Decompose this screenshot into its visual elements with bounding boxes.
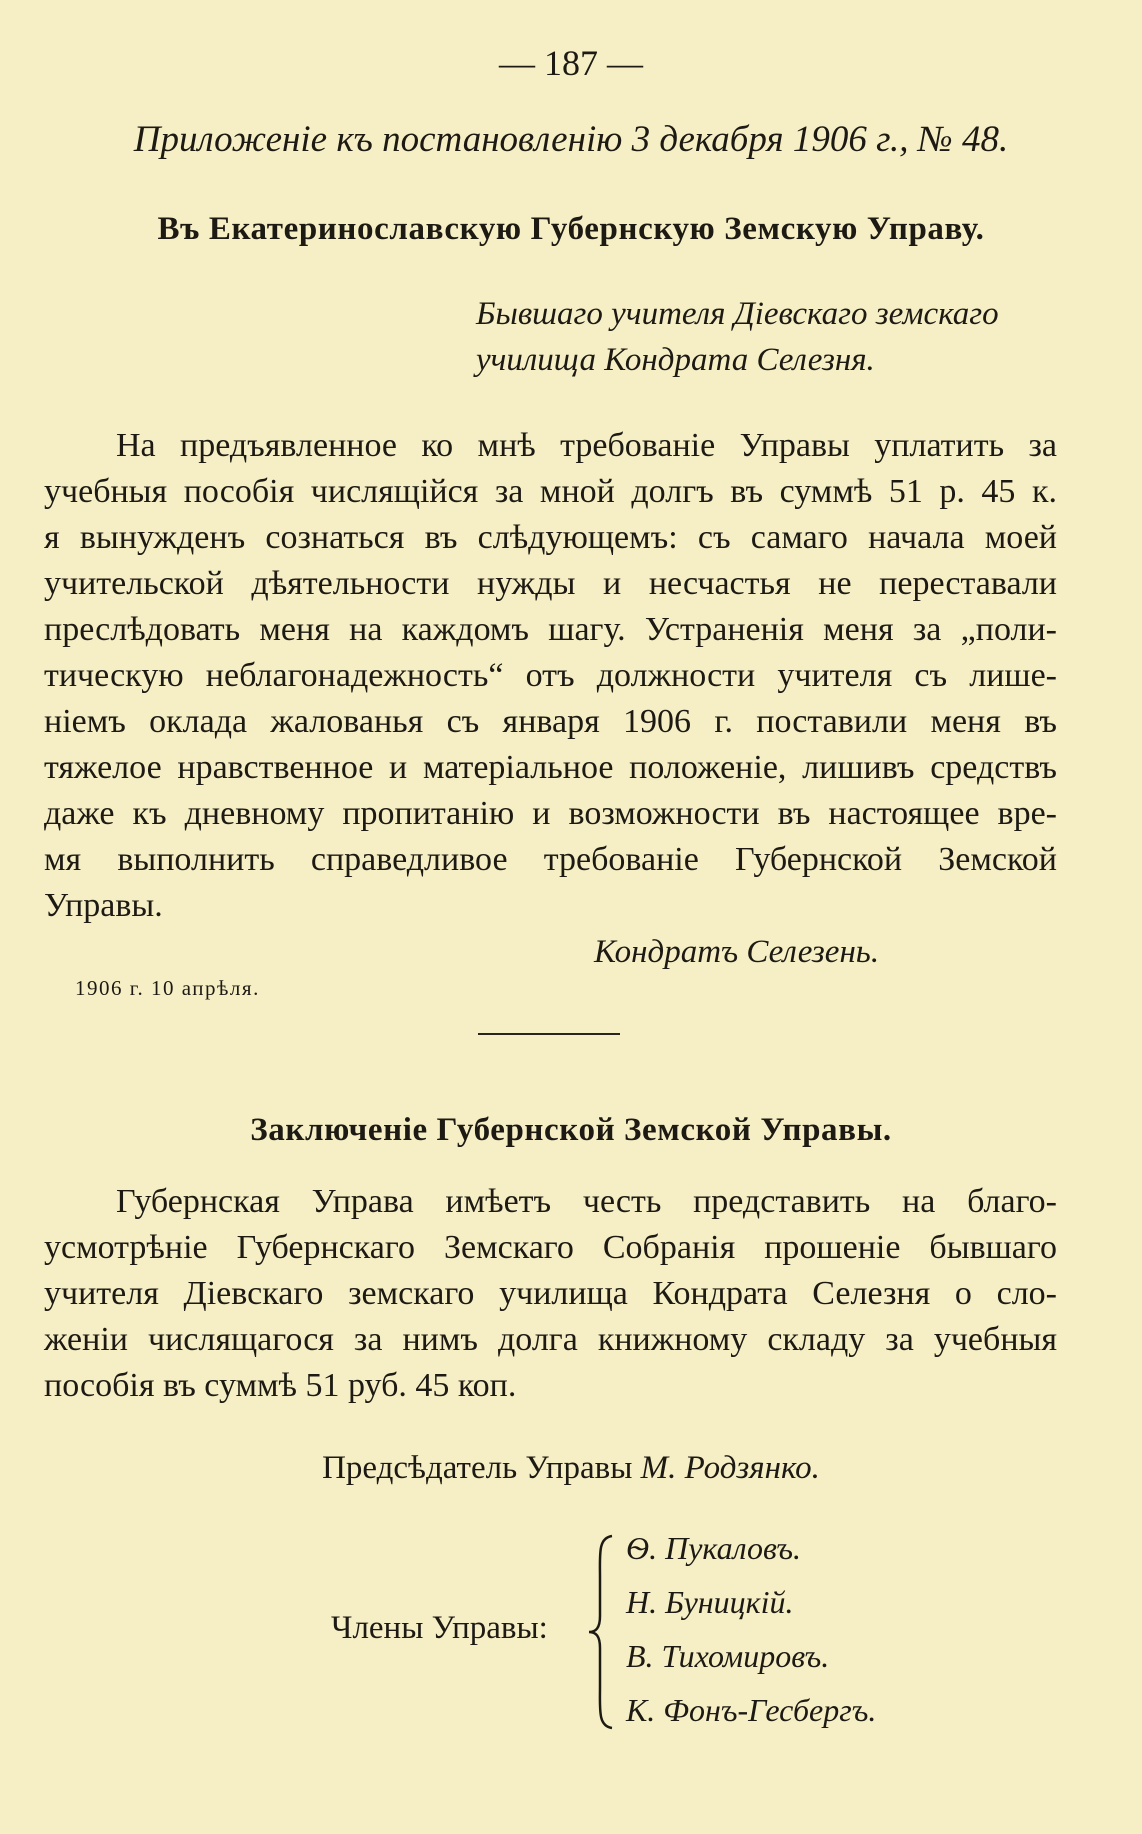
petition-from-line-2: училища Кондрата Селезня.: [476, 342, 875, 378]
petition-line: Управы.: [44, 887, 163, 924]
conclusion-line: Губернская Управа имѣетъ честь представить на благо-: [116, 1183, 1057, 1220]
curly-brace-icon: [586, 1532, 620, 1732]
petition-date: 1906 г. 10 апрѣля.: [75, 976, 260, 1000]
page-number: — 187 —: [499, 43, 643, 83]
conclusion-line: женіи числящагося за нимъ долга книжному складу за учебныя: [44, 1321, 1057, 1358]
petition-line: преслѣдовать меня на каждомъ шагу. Устраненія меня за „поли-: [44, 611, 1057, 648]
petition-line: я вынужденъ сознаться въ слѣдующемъ: съ самаго начала моей: [44, 519, 1057, 556]
chairman-line: [0, 1450, 1142, 1487]
petition-line: даже къ дневному пропитанію и возможности въ настоящее вре-: [44, 795, 1057, 832]
section-divider: [478, 1033, 620, 1035]
member-name: К. Фонъ-Гесбергъ.: [626, 1692, 877, 1728]
conclusion-line: учителя Діевскаго земскаго училища Кондрата Селезня о сло-: [44, 1275, 1057, 1312]
petition-line: мя выполнить справедливое требованіе Губернской Земской: [44, 841, 1057, 878]
chairman-name: М. Родзянко.: [640, 1450, 820, 1486]
appendix-title: Приложеніе къ постановленію 3 декабря 1906 г., № 48.: [133, 119, 1009, 160]
petition-line: ніемъ оклада жалованья съ января 1906 г. поставили меня въ: [44, 703, 1057, 740]
petition-signature: Кондратъ Селезень.: [594, 934, 880, 970]
petition-addressee: Въ Екатеринославскую Губернскую Земскую Управу.: [157, 211, 985, 247]
member-name: В. Тихомировъ.: [626, 1638, 830, 1674]
member-name: Н. Буницкій.: [626, 1584, 794, 1620]
petition-from-line-1: Бывшаго учителя Діевскаго земскаго: [476, 296, 999, 332]
petition-line: учительской дѣятельности нужды и несчастья не переставали: [44, 565, 1057, 602]
chairman-label: Предсѣдатель Управы: [322, 1450, 633, 1486]
member-name: Ѳ. Пукаловъ.: [626, 1530, 802, 1566]
petition-line: На предъявленное ко мнѣ требованіе Управы уплатить за: [116, 427, 1057, 464]
members-label: Члены Управы:: [331, 1610, 548, 1646]
conclusion-heading: Заключеніе Губернской Земской Управы.: [250, 1112, 892, 1148]
conclusion-line: усмотрѣніе Губернскаго Земскаго Собранія прошеніе бывшаго: [44, 1229, 1057, 1266]
petition-line: тяжелое нравственное и матеріальное положеніе, лишивъ средствъ: [44, 749, 1057, 786]
conclusion-line: пособія въ суммѣ 51 руб. 45 коп.: [44, 1367, 517, 1404]
petition-line: тическую неблагонадежность“ отъ должности учителя съ лише-: [44, 657, 1057, 694]
petition-line: учебныя пособія числящійся за мной долгъ въ суммѣ 51 р. 45 к.: [44, 473, 1057, 510]
